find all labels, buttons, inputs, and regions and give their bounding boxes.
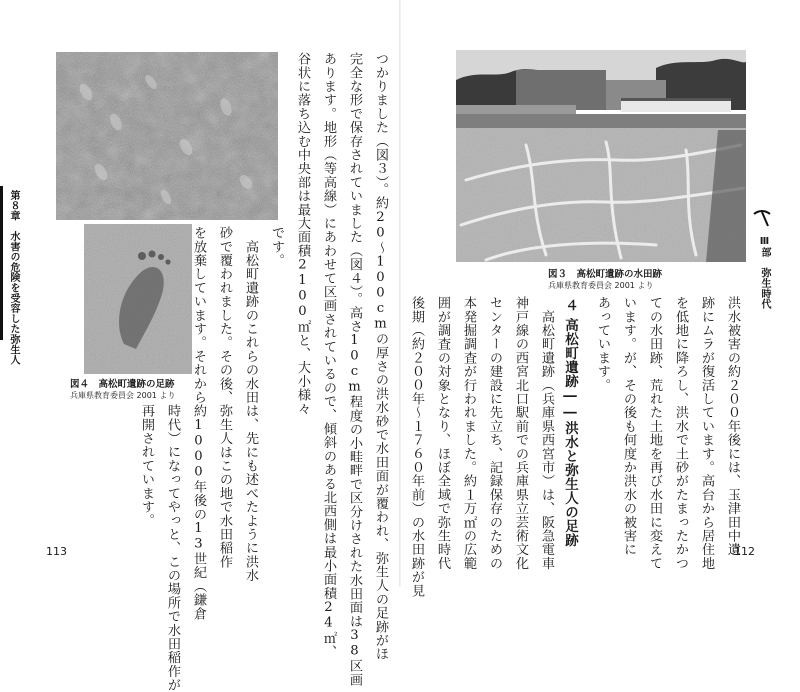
body-column: つかりました（図３）。約20～100cmの厚さの洪水砂で水田面が覆われ、弥生人の足跡がほ (373, 52, 388, 661)
body-column: 跡にムラが復活しています。高台から居住地 (699, 296, 714, 570)
page-gutter (399, 0, 401, 587)
paddy-field-excavation-photo (456, 50, 746, 262)
body-column: 後期（約２００年～１７６０年前）の水田跡が見 (409, 296, 424, 598)
figure-4-title: 図４ 高松町遺跡の足跡 (70, 379, 175, 390)
body-column: センターの建設に先立ち、記録保存のための (487, 296, 502, 570)
body-column: 時代）になってやっと、この場所で水田稲作が (165, 404, 180, 692)
body-column: 完全な形で保存されていました（図４）。高さ10cm程度の小畦畔で区分けされた水田面は38区画 (347, 52, 362, 687)
body-column: ての水田跡、荒れた土地を再び水田に変えて (647, 296, 662, 570)
body-column: います。が、その後も何度か洪水の被害に (621, 296, 636, 557)
body-column: あっています。 (595, 296, 610, 392)
body-column: を放棄しています。それから約1000年後の13世紀（鎌倉 (191, 226, 206, 621)
chapter-running-head: 第８章 水害の危険を受容した弥生人 (8, 190, 19, 366)
body-column: 谷状に落ち込む中央部は最大面積2100㎡と、大小様々 (295, 52, 310, 416)
page-number-right: 112 (734, 545, 755, 558)
body-column: 砂で覆われました。その後、弥生人はこの地で水田稲作 (217, 226, 232, 569)
page-number-left: 113 (46, 545, 67, 558)
figure-3-credit: 兵庫県教育委員会 2001 より (548, 281, 654, 290)
body-column: 神戸線の西宮北口駅前での兵庫県立芸術文化 (513, 296, 528, 570)
body-column: 再開されています。 (139, 404, 154, 528)
figure-3-title: 図３ 高松町遺跡の水田跡 (548, 269, 663, 280)
body-column: を低地に降ろし、洪水で土砂がたまったかつ (673, 296, 688, 570)
footprints-surface-photo (56, 52, 278, 220)
part-running-head: Ⅲ部 弥生時代 (759, 236, 770, 310)
footprint-closeup-photo (84, 224, 192, 374)
section-heading (560, 298, 580, 547)
body-column: 高松町遺跡のこれらの水田は、先にも述べたように洪水 (243, 226, 258, 583)
section-title: 高松町遺跡――洪水と弥生人の足跡 (562, 318, 578, 547)
body-column: あります。地形（等高線）にあわせて区画されているので、傾斜のある北西側は最小面積24㎡、 (321, 52, 336, 659)
body-column: 高松町遺跡（兵庫県西宮市）は、阪急電車 (539, 296, 554, 570)
body-column: 洪水被害の約２００年後には、玉津田中遺 (725, 296, 740, 557)
pickaxe-icon (752, 208, 772, 228)
body-column: 囲が調査の対象となり、ほぼ全域で弥生時代 (435, 296, 450, 570)
chapter-tab-bar (0, 186, 3, 340)
figure-4-credit: 兵庫県教育委員会 2001 より (70, 391, 176, 400)
body-column: です。 (269, 226, 284, 268)
section-number: ４ (562, 298, 578, 312)
body-column: 本発掘調査が行われました。約１万㎡の広範 (461, 296, 476, 570)
